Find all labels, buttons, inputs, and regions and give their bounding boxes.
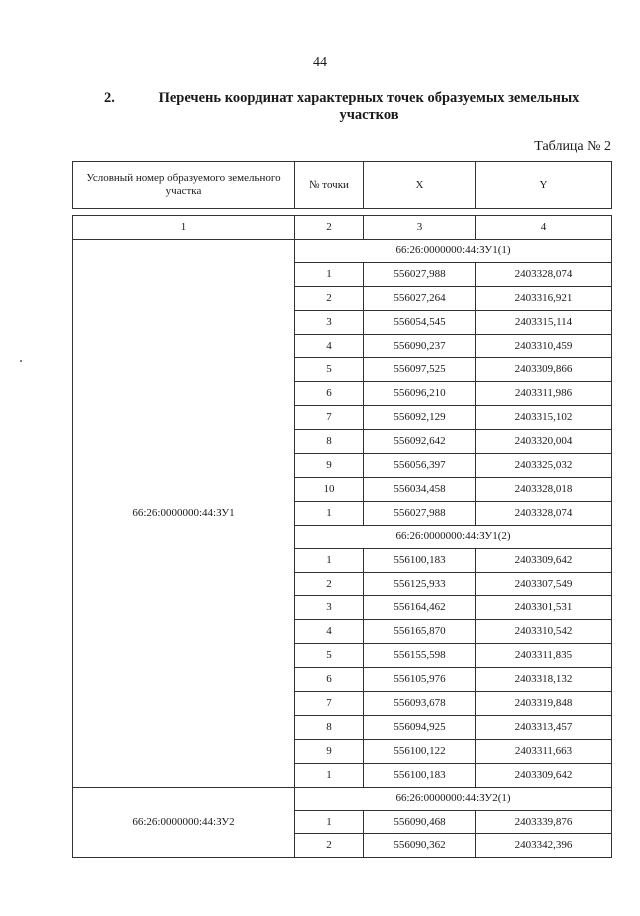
y-coordinate-cell: 2403325,032	[476, 454, 612, 478]
point-number-cell: 2	[295, 286, 364, 310]
x-coordinate-cell: 556054,545	[364, 310, 476, 334]
point-number-cell: 2	[295, 572, 364, 596]
x-coordinate-cell: 556056,397	[364, 454, 476, 478]
x-coordinate-cell: 556090,468	[364, 810, 476, 834]
y-coordinate-cell: 2403311,663	[476, 739, 612, 763]
y-coordinate-cell: 2403301,531	[476, 596, 612, 620]
y-coordinate-cell: 2403320,004	[476, 430, 612, 454]
point-number-cell: 6	[295, 668, 364, 692]
x-coordinate-cell: 556100,122	[364, 739, 476, 763]
section-heading	[104, 90, 594, 124]
x-coordinate-cell: 556034,458	[364, 477, 476, 501]
header-x: X	[364, 162, 476, 209]
point-number-cell: 8	[295, 430, 364, 454]
x-coordinate-cell: 556100,183	[364, 548, 476, 572]
y-coordinate-cell: 2403311,986	[476, 382, 612, 406]
x-coordinate-cell: 556092,129	[364, 406, 476, 430]
x-coordinate-cell: 556027,988	[364, 501, 476, 525]
point-number-cell: 7	[295, 406, 364, 430]
x-coordinate-cell: 556164,462	[364, 596, 476, 620]
point-number-cell: 9	[295, 739, 364, 763]
column-number-3: 3	[364, 216, 476, 240]
y-coordinate-cell: 2403310,459	[476, 334, 612, 358]
point-number-cell: 2	[295, 834, 364, 858]
section-number: 2.	[104, 90, 115, 106]
table-caption: Таблица № 2	[534, 139, 611, 154]
y-coordinate-cell: 2403307,549	[476, 572, 612, 596]
contour-name-cell: 66:26:0000000:44:ЗУ2(1)	[295, 787, 612, 810]
point-number-cell: 9	[295, 454, 364, 478]
column-number-2: 2	[295, 216, 364, 240]
x-coordinate-cell: 556100,183	[364, 763, 476, 787]
contour-name-cell: 66:26:0000000:44:ЗУ1(2)	[295, 525, 612, 548]
column-number-row	[73, 216, 612, 240]
point-number-cell: 5	[295, 644, 364, 668]
column-number-4: 4	[476, 216, 612, 240]
y-coordinate-cell: 2403309,642	[476, 548, 612, 572]
point-number-cell: 1	[295, 810, 364, 834]
y-coordinate-cell: 2403319,848	[476, 692, 612, 716]
point-number-cell: 1	[295, 262, 364, 286]
y-coordinate-cell: 2403309,642	[476, 763, 612, 787]
point-number-cell: 1	[295, 501, 364, 525]
y-coordinate-cell: 2403315,102	[476, 406, 612, 430]
x-coordinate-cell: 556105,976	[364, 668, 476, 692]
y-coordinate-cell: 2403311,835	[476, 644, 612, 668]
point-number-cell: 1	[295, 763, 364, 787]
x-coordinate-cell: 556027,264	[364, 286, 476, 310]
scan-speck	[20, 360, 22, 362]
point-number-cell: 4	[295, 334, 364, 358]
point-number-cell: 3	[295, 596, 364, 620]
header-parcel-number: Условный номер образуемого земельного участка	[73, 162, 295, 209]
y-coordinate-cell: 2403328,018	[476, 477, 612, 501]
point-number-cell: 5	[295, 358, 364, 382]
y-coordinate-cell: 2403328,074	[476, 262, 612, 286]
point-number-cell: 3	[295, 310, 364, 334]
header-y: Y	[476, 162, 612, 209]
y-coordinate-cell: 2403310,542	[476, 620, 612, 644]
point-number-cell: 7	[295, 692, 364, 716]
x-coordinate-cell: 556027,988	[364, 262, 476, 286]
parcel-number-cell: 66:26:0000000:44:ЗУ1	[73, 239, 295, 787]
x-coordinate-cell: 556165,870	[364, 620, 476, 644]
x-coordinate-cell: 556155,598	[364, 644, 476, 668]
y-coordinate-cell: 2403339,876	[476, 810, 612, 834]
point-number-cell: 10	[295, 477, 364, 501]
y-coordinate-cell: 2403328,074	[476, 501, 612, 525]
x-coordinate-cell: 556090,362	[364, 834, 476, 858]
parcel-number-cell: 66:26:0000000:44:ЗУ2	[73, 787, 295, 858]
x-coordinate-cell: 556096,210	[364, 382, 476, 406]
point-number-cell: 4	[295, 620, 364, 644]
contour-name-cell: 66:26:0000000:44:ЗУ1(1)	[295, 239, 612, 262]
contour-header-row	[73, 787, 612, 810]
y-coordinate-cell: 2403316,921	[476, 286, 612, 310]
x-coordinate-cell: 556125,933	[364, 572, 476, 596]
x-coordinate-cell: 556094,925	[364, 715, 476, 739]
point-number-cell: 6	[295, 382, 364, 406]
x-coordinate-cell: 556090,237	[364, 334, 476, 358]
y-coordinate-cell: 2403315,114	[476, 310, 612, 334]
y-coordinate-cell: 2403318,132	[476, 668, 612, 692]
column-number-1: 1	[73, 216, 295, 240]
x-coordinate-cell: 556097,525	[364, 358, 476, 382]
point-number-cell: 8	[295, 715, 364, 739]
page-number: 44	[313, 55, 327, 70]
header-gap	[73, 209, 612, 216]
y-coordinate-cell: 2403313,457	[476, 715, 612, 739]
y-coordinate-cell: 2403309,866	[476, 358, 612, 382]
contour-header-row	[73, 239, 612, 262]
point-number-cell: 1	[295, 548, 364, 572]
x-coordinate-cell: 556093,678	[364, 692, 476, 716]
table-header-row	[73, 162, 612, 209]
y-coordinate-cell: 2403342,396	[476, 834, 612, 858]
coordinates-table	[72, 161, 612, 858]
section-title: Перечень координат характерных точек образуемых земельных участков	[158, 90, 580, 123]
x-coordinate-cell: 556092,642	[364, 430, 476, 454]
header-point-number: № точки	[295, 162, 364, 209]
